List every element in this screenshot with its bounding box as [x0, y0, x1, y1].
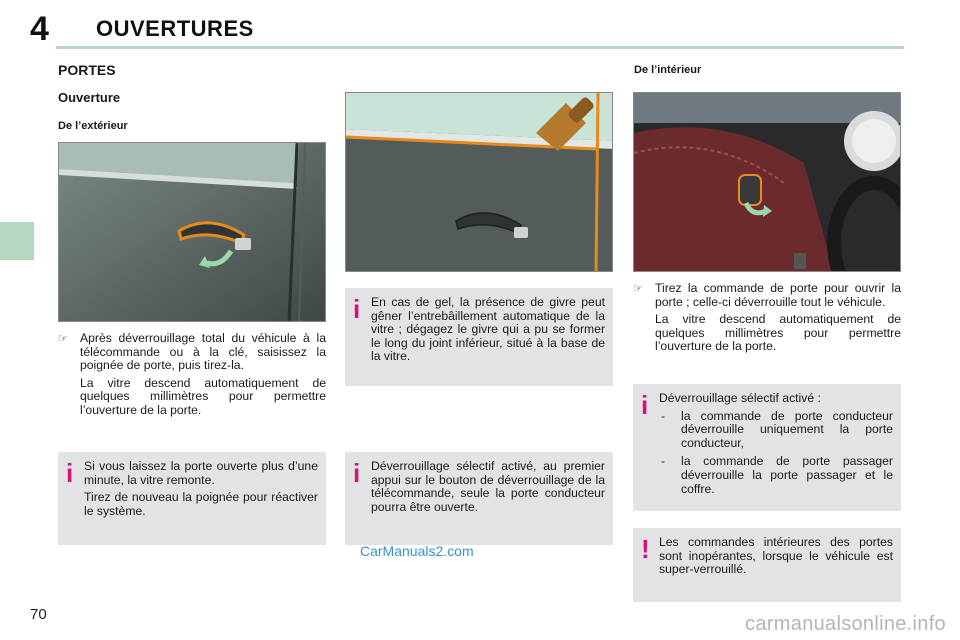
warning-box-super-lock: [633, 528, 901, 602]
watermark-carmanuals2[interactable]: CarManuals2.com: [360, 543, 474, 559]
info-box-frost: [345, 288, 613, 386]
list-item: la commande de porte passager déverrouille la porte passager et le coffre.: [681, 454, 893, 496]
interior-lever-photo: [633, 92, 901, 272]
warning-exclamation-icon: !: [641, 534, 650, 564]
exterior-bullet-text: Après déverrouillage total du véhicule à la télécommande ou à la clé, saisissez la poignée de porte, puis tirez-la.: [80, 331, 326, 373]
info-selective-right-title: Déverrouillage sélectif activé :: [659, 391, 821, 405]
watermark-carmanualsonline: carmanualsonline.info: [745, 613, 946, 635]
exterior-follow-text: La vitre descend automatiquement de quelques millimètres pour permettre l’ouverture de la porte.: [80, 375, 326, 417]
interior-heading: De l’intérieur: [634, 64, 702, 76]
subsection-heading: Ouverture: [58, 90, 121, 105]
list-dash: -: [661, 408, 666, 423]
chapter-side-tab: [0, 222, 34, 260]
info-icon: i: [353, 294, 361, 324]
window-frost-photo: [345, 92, 613, 272]
info-selective-mid-text: Déverrouillage sélectif activé, au premier appui sur le bouton de déverrouillage de la télécommande, seule la porte conducteur pourra être ouverte.: [371, 459, 605, 514]
exterior-handle-photo: [58, 142, 326, 322]
info-door-open-line2: Tirez de nouveau la poignée pour réactiver le système.: [84, 490, 318, 518]
header-rule: [56, 46, 904, 49]
chapter-number: 4: [30, 10, 49, 48]
page-number: 70: [30, 606, 47, 623]
info-icon: i: [66, 458, 74, 488]
list-item: la commande de porte conducteur déverrouille uniquement la porte conducteur,: [681, 408, 893, 450]
info-box-door-open: [58, 452, 326, 545]
pointing-hand-icon: ☞: [633, 283, 643, 295]
info-icon: i: [641, 390, 649, 420]
info-icon: i: [353, 458, 361, 488]
window-frost-illustration: [346, 93, 613, 272]
chapter-title: OUVERTURES: [96, 16, 254, 41]
info-box-selective-unlock-detail: [633, 384, 901, 511]
exterior-handle-illustration: [59, 143, 326, 322]
warning-text: Les commandes intérieures des portes sont inopérantes, lorsque le véhicule est super-verrouillé.: [659, 535, 893, 577]
info-box-selective-unlock: [345, 452, 613, 545]
interior-instructions: [633, 282, 901, 358]
info-door-open-line1: Si vous laissez la porte ouverte plus d’une minute, la vitre remonte.: [84, 459, 318, 487]
interior-bullet-text: Tirez la commande de porte pour ouvrir la porte ; celle-ci déverrouille tout le véhicule.: [655, 281, 901, 309]
interior-lever-illustration: [634, 93, 901, 272]
interior-follow-text: La vitre descend automatiquement de quelques millimètres pour permettre l’ouverture de la porte.: [655, 312, 901, 354]
list-dash: -: [661, 454, 666, 469]
section-heading: PORTES: [58, 62, 116, 78]
info-frost-text: En cas de gel, la présence de givre peut gêner l’entrebâillement automatique de la vitre ; dégagez le givre qui a pu se former le long du joint inférieur, situé à la base de la vitre.: [371, 295, 605, 364]
exterior-instructions: [58, 332, 326, 422]
pointing-hand-icon: ☞: [58, 333, 68, 345]
exterior-heading: De l’extérieur: [58, 120, 128, 132]
